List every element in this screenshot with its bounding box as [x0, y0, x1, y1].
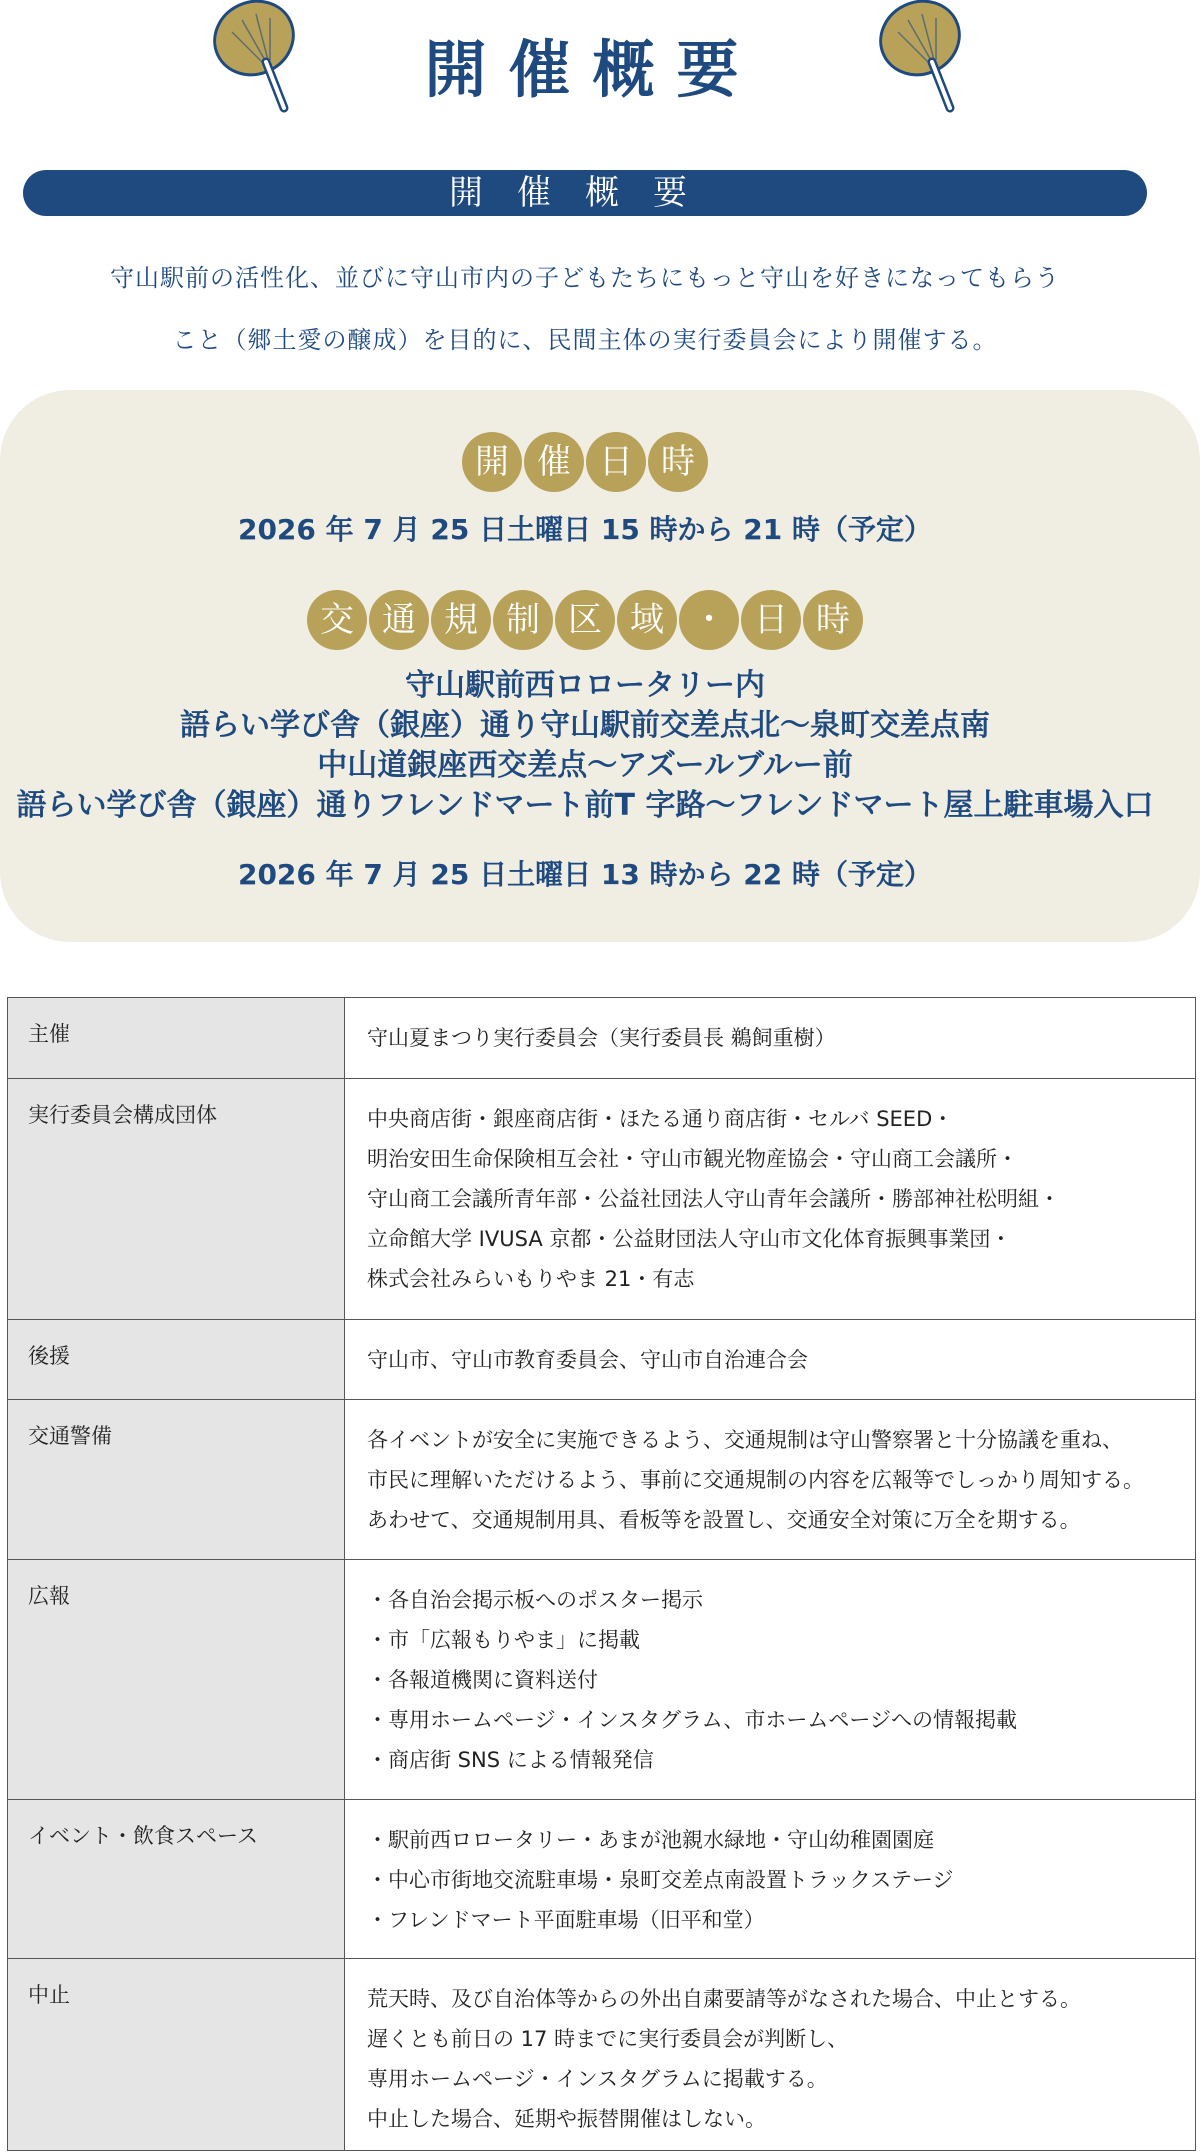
table-row	[8, 1800, 1196, 1959]
row-value	[345, 1959, 1196, 2151]
value-line: 中央商店街・銀座商店街・ほたる通り商店街・セルバ SEED・	[367, 1107, 954, 1131]
table-row	[8, 1400, 1196, 1560]
value-line: ・専用ホームページ・インスタグラム、市ホームページへの情報掲載	[367, 1708, 1017, 1732]
value-line: ・駅前西ロロータリー・あまが池親水緑地・守山幼稚園園庭	[367, 1828, 934, 1852]
row-value	[345, 1560, 1196, 1800]
value-line: 守山商工会議所青年部・公益社団法人守山青年会議所・勝部神社松明組・	[367, 1187, 1060, 1211]
heading-char-badge: 日	[586, 432, 646, 492]
value-line: 守山市、守山市教育委員会、守山市自治連合会	[367, 1348, 808, 1372]
value-line: 明治安田生命保険相互会社・守山市観光物産協会・守山商工会議所・	[367, 1147, 1018, 1171]
traffic-area-item: 中山道銀座西交差点〜アズールブルー前	[317, 748, 853, 783]
row-value	[345, 1079, 1196, 1320]
row-value	[345, 998, 1196, 1079]
row-label: 主催	[8, 998, 345, 1079]
heading-char-badge: 時	[648, 432, 708, 492]
row-label: 広報	[8, 1560, 345, 1800]
traffic-area-item: 守山駅前西ロロータリー内	[405, 668, 765, 703]
heading-char-badge: 域	[617, 590, 677, 650]
table-row	[8, 1560, 1196, 1800]
value-line: 市民に理解いただけるよう、事前に交通規制の内容を広報等でしっかり周知する。	[367, 1468, 1144, 1492]
value-line: 遅くとも前日の 17 時までに実行委員会が判断し、	[367, 2027, 849, 2051]
overview-table	[7, 997, 1196, 2151]
heading-char-badge: 通	[369, 590, 429, 650]
value-line: ・フレンドマート平面駐車場（旧平和堂）	[367, 1908, 765, 1932]
value-line: ・各報道機関に資料送付	[367, 1668, 598, 1692]
traffic-area-item: 語らい学び舎（銀座）通りフレンドマート前T 字路〜フレンドマート屋上駐車場入口	[16, 788, 1154, 823]
value-line: 立命館大学 IVUSA 京都・公益財団法人守山市文化体育振興事業団・	[367, 1227, 1012, 1251]
value-line: 荒天時、及び自治体等からの外出自粛要請等がなされた場合、中止とする。	[367, 1987, 1081, 2011]
table-row	[8, 998, 1196, 1079]
heading-char-badge: ・	[679, 590, 739, 650]
intro-text-line-2: こと（郷土愛の醸成）を目的に、民間主体の実行委員会により開催する。	[172, 326, 998, 354]
heading-char-badge: 時	[803, 590, 863, 650]
value-line: 守山夏まつり実行委員会（実行委員長 鵜飼重樹）	[367, 1026, 836, 1050]
traffic-heading	[0, 590, 1170, 650]
page-header	[0, 0, 1200, 120]
value-line: ・市「広報もりやま」に掲載	[367, 1628, 640, 1652]
heading-char-badge: 交	[307, 590, 367, 650]
event-date: 2026 年 7 月 25 日土曜日 15 時から 21 時（予定）	[237, 513, 933, 546]
value-line: 専用ホームページ・インスタグラムに掲載する。	[367, 2067, 828, 2091]
value-line: ・中心市街地交流駐車場・泉町交差点南設置トラックステージ	[367, 1868, 954, 1892]
uchiwa-fan-icon	[878, 0, 978, 115]
value-line: 各イベントが安全に実施できるよう、交通規制は守山警察署と十分協議を重ね、	[367, 1428, 1123, 1452]
heading-char-badge: 日	[741, 590, 801, 650]
page-title: 開催概要	[424, 33, 761, 106]
table-row	[8, 1959, 1196, 2151]
traffic-area-item: 語らい学び舎（銀座）通り守山駅前交差点北〜泉町交差点南	[180, 708, 990, 743]
heading-char-badge: 催	[524, 432, 584, 492]
heading-char-badge: 制	[493, 590, 553, 650]
row-value	[345, 1800, 1196, 1959]
row-label: 交通警備	[8, 1400, 345, 1560]
schedule-heading	[0, 432, 1170, 492]
value-line: 株式会社みらいもりやま 21・有志	[367, 1267, 695, 1291]
section-heading-bar: 開催概要	[23, 170, 1147, 216]
traffic-area-list	[0, 666, 1170, 826]
value-line: 中止した場合、延期や振替開催はしない。	[367, 2107, 766, 2131]
value-line: ・各自治会掲示板へのポスター掲示	[367, 1588, 703, 1612]
intro-text-line-1: 守山駅前の活性化、並びに守山市内の子どもたちにもっと守山を好きになってもらう	[110, 264, 1060, 292]
heading-char-badge: 規	[431, 590, 491, 650]
row-label: 実行委員会構成団体	[8, 1079, 345, 1320]
row-label: 中止	[8, 1959, 345, 2151]
traffic-date: 2026 年 7 月 25 日土曜日 13 時から 22 時（予定）	[237, 858, 933, 891]
row-label: イベント・飲食スペース	[8, 1800, 345, 1959]
value-line: ・商店街 SNS による情報発信	[367, 1748, 654, 1772]
value-line: あわせて、交通規制用具、看板等を設置し、交通安全対策に万全を期する。	[367, 1508, 1081, 1532]
heading-char-badge: 開	[462, 432, 522, 492]
table-row	[8, 1320, 1196, 1400]
row-value	[345, 1320, 1196, 1400]
table-row	[8, 1079, 1196, 1320]
heading-char-badge: 区	[555, 590, 615, 650]
row-value	[345, 1400, 1196, 1560]
row-label: 後援	[8, 1320, 345, 1400]
